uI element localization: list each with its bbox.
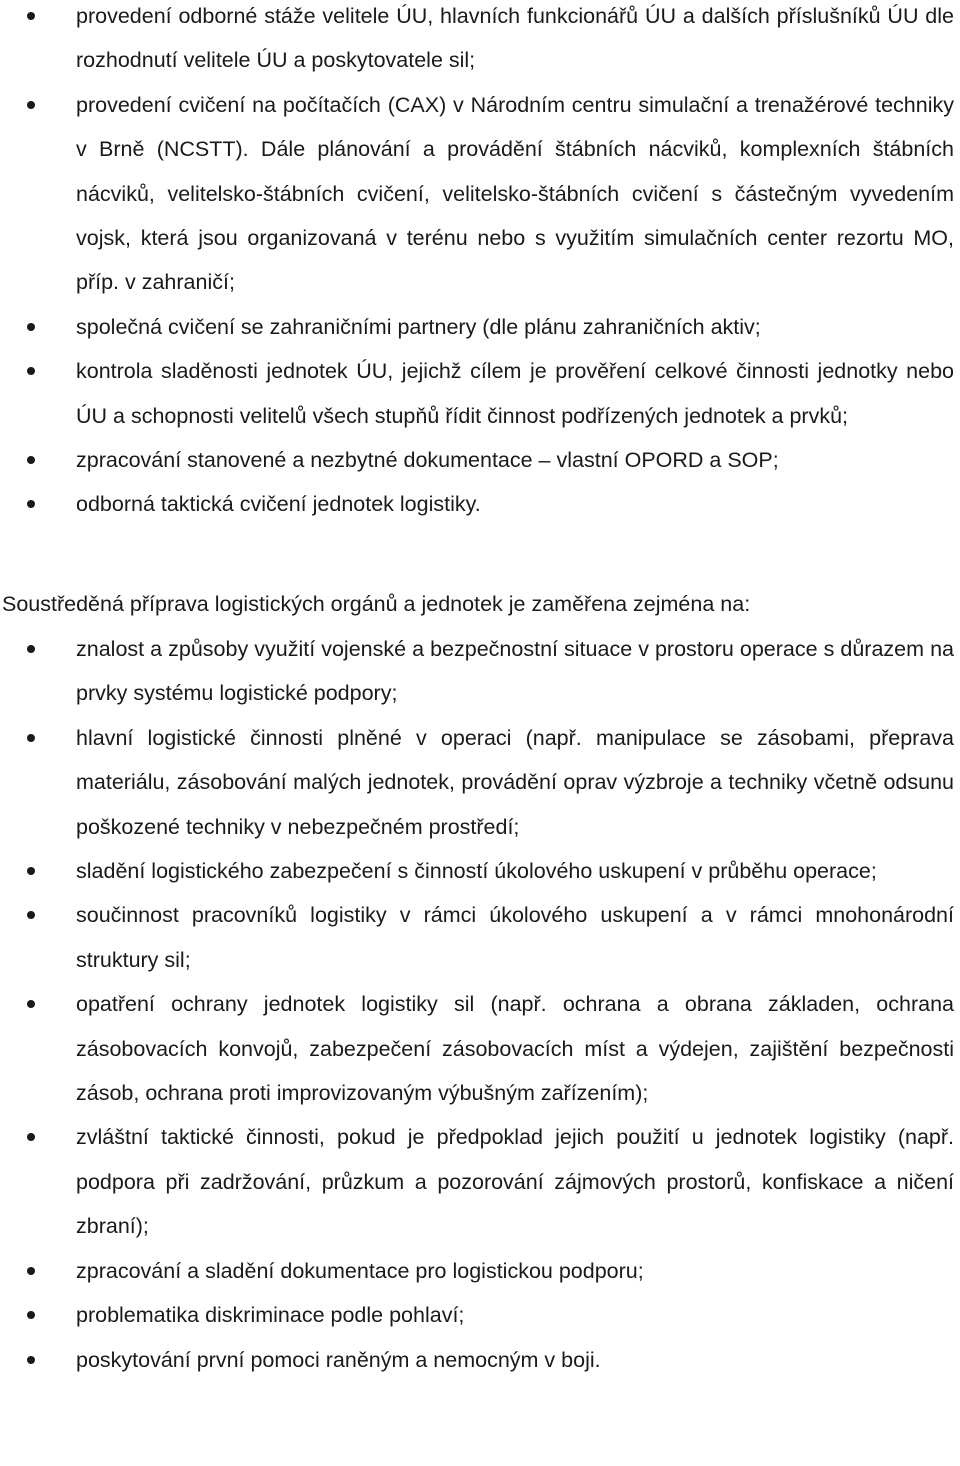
list-item bbox=[0, 716, 960, 849]
section-intro-paragraph: Soustředěná příprava logistických orgánů a jednotek je zaměřena zejména na: bbox=[2, 592, 751, 616]
list-item bbox=[0, 982, 960, 1115]
logistics-focus-bullet-list bbox=[0, 627, 960, 1382]
list-item bbox=[0, 0, 960, 83]
bullet-icon bbox=[27, 911, 35, 919]
list-item bbox=[0, 849, 960, 893]
list-item bbox=[0, 1338, 960, 1382]
bullet-icon bbox=[27, 367, 35, 375]
list-item-text: zpracování stanovené a nezbytné dokumentace – vlastní OPORD a SOP; bbox=[76, 448, 779, 473]
list-item bbox=[0, 1293, 960, 1337]
list-item-text: zpracování a sladění dokumentace pro logistickou podporu; bbox=[76, 1258, 644, 1283]
bullet-icon bbox=[27, 645, 35, 653]
list-item bbox=[0, 349, 960, 438]
list-item-text: problematika diskriminace podle pohlaví; bbox=[76, 1303, 465, 1328]
list-item-text: opatření ochrany jednotek logistiky sil (např. ochrana a obrana základen, ochrana zásobovacích konvojů, zabezpečení zásobovacích míst a výdejen, zajištění bezpečnosti zásob, ochrana proti improvizovaným výbušným zařízením); bbox=[76, 992, 954, 1106]
bullet-icon bbox=[27, 1133, 35, 1141]
activity-bullet-list bbox=[0, 0, 960, 527]
list-item bbox=[0, 438, 960, 482]
list-item bbox=[0, 482, 960, 526]
bullet-icon bbox=[27, 1311, 35, 1319]
list-item-text: hlavní logistické činnosti plněné v operaci (např. manipulace se zásobami, přeprava materiálu, zásobování malých jednotek, provádění oprav výzbroje a techniky včetně odsunu poškozené techniky v nebezpečném prostředí; bbox=[76, 725, 954, 839]
list-item-text: znalost a způsoby využití vojenské a bezpečnostní situace v prostoru operace s důrazem na prvky systému logistické podpory; bbox=[76, 637, 954, 706]
list-item bbox=[0, 305, 960, 349]
list-item bbox=[0, 893, 960, 982]
bullet-icon bbox=[27, 101, 35, 109]
bullet-icon bbox=[27, 867, 35, 875]
list-item-text: provedení cvičení na počítačích (CAX) v Národním centru simulační a trenažérové techniky v Brně (NCSTT). Dále plánování a provádění štábních nácviků, komplexních štábních nácviků, velitelsko-štábních cvičení, velitelsko-štábních cvičení s částečným vyvedením vojsk, která jsou organizovaná v terénu nebo s využitím simulačních center rezortu MO, příp. v zahraničí; bbox=[76, 92, 954, 295]
list-item-text: poskytování první pomoci raněným a nemocným v boji. bbox=[76, 1347, 601, 1372]
list-item bbox=[0, 83, 960, 305]
bullet-icon bbox=[27, 500, 35, 508]
list-item bbox=[0, 1115, 960, 1248]
list-item-text: společná cvičení se zahraničními partnery (dle plánu zahraničních aktiv; bbox=[76, 314, 761, 339]
list-item-text: sladění logistického zabezpečení s činností úkolového uskupení v průběhu operace; bbox=[76, 859, 877, 884]
list-item-text: zvláštní taktické činnosti, pokud je předpoklad jejich použití u jednotek logistiky (např. podpora při zadržování, průzkum a pozorování zájmových prostorů, konfiskace a ničení zbraní); bbox=[76, 1125, 954, 1239]
list-item-text: kontrola sladěnosti jednotek ÚU, jejichž cílem je prověření celkové činnosti jednotky nebo ÚU a schopnosti velitelů všech stupňů řídit činnost podřízených jednotek a prvků; bbox=[76, 359, 954, 428]
list-item bbox=[0, 1249, 960, 1293]
bullet-icon bbox=[27, 1356, 35, 1364]
bullet-icon bbox=[27, 12, 35, 20]
list-item bbox=[0, 627, 960, 716]
list-item-text: provedení odborné stáže velitele ÚU, hlavních funkcionářů ÚU a dalších příslušníků ÚU dle rozhodnutí velitele ÚU a poskytovatele sil; bbox=[76, 4, 954, 73]
bullet-icon bbox=[27, 1000, 35, 1008]
bullet-icon bbox=[27, 734, 35, 742]
bullet-icon bbox=[27, 456, 35, 464]
list-item-text: odborná taktická cvičení jednotek logistiky. bbox=[76, 492, 481, 517]
bullet-icon bbox=[27, 323, 35, 331]
bullet-icon bbox=[27, 1267, 35, 1275]
list-item-text: součinnost pracovníků logistiky v rámci úkolového uskupení a v rámci mnohonárodní struktury sil; bbox=[76, 903, 954, 972]
